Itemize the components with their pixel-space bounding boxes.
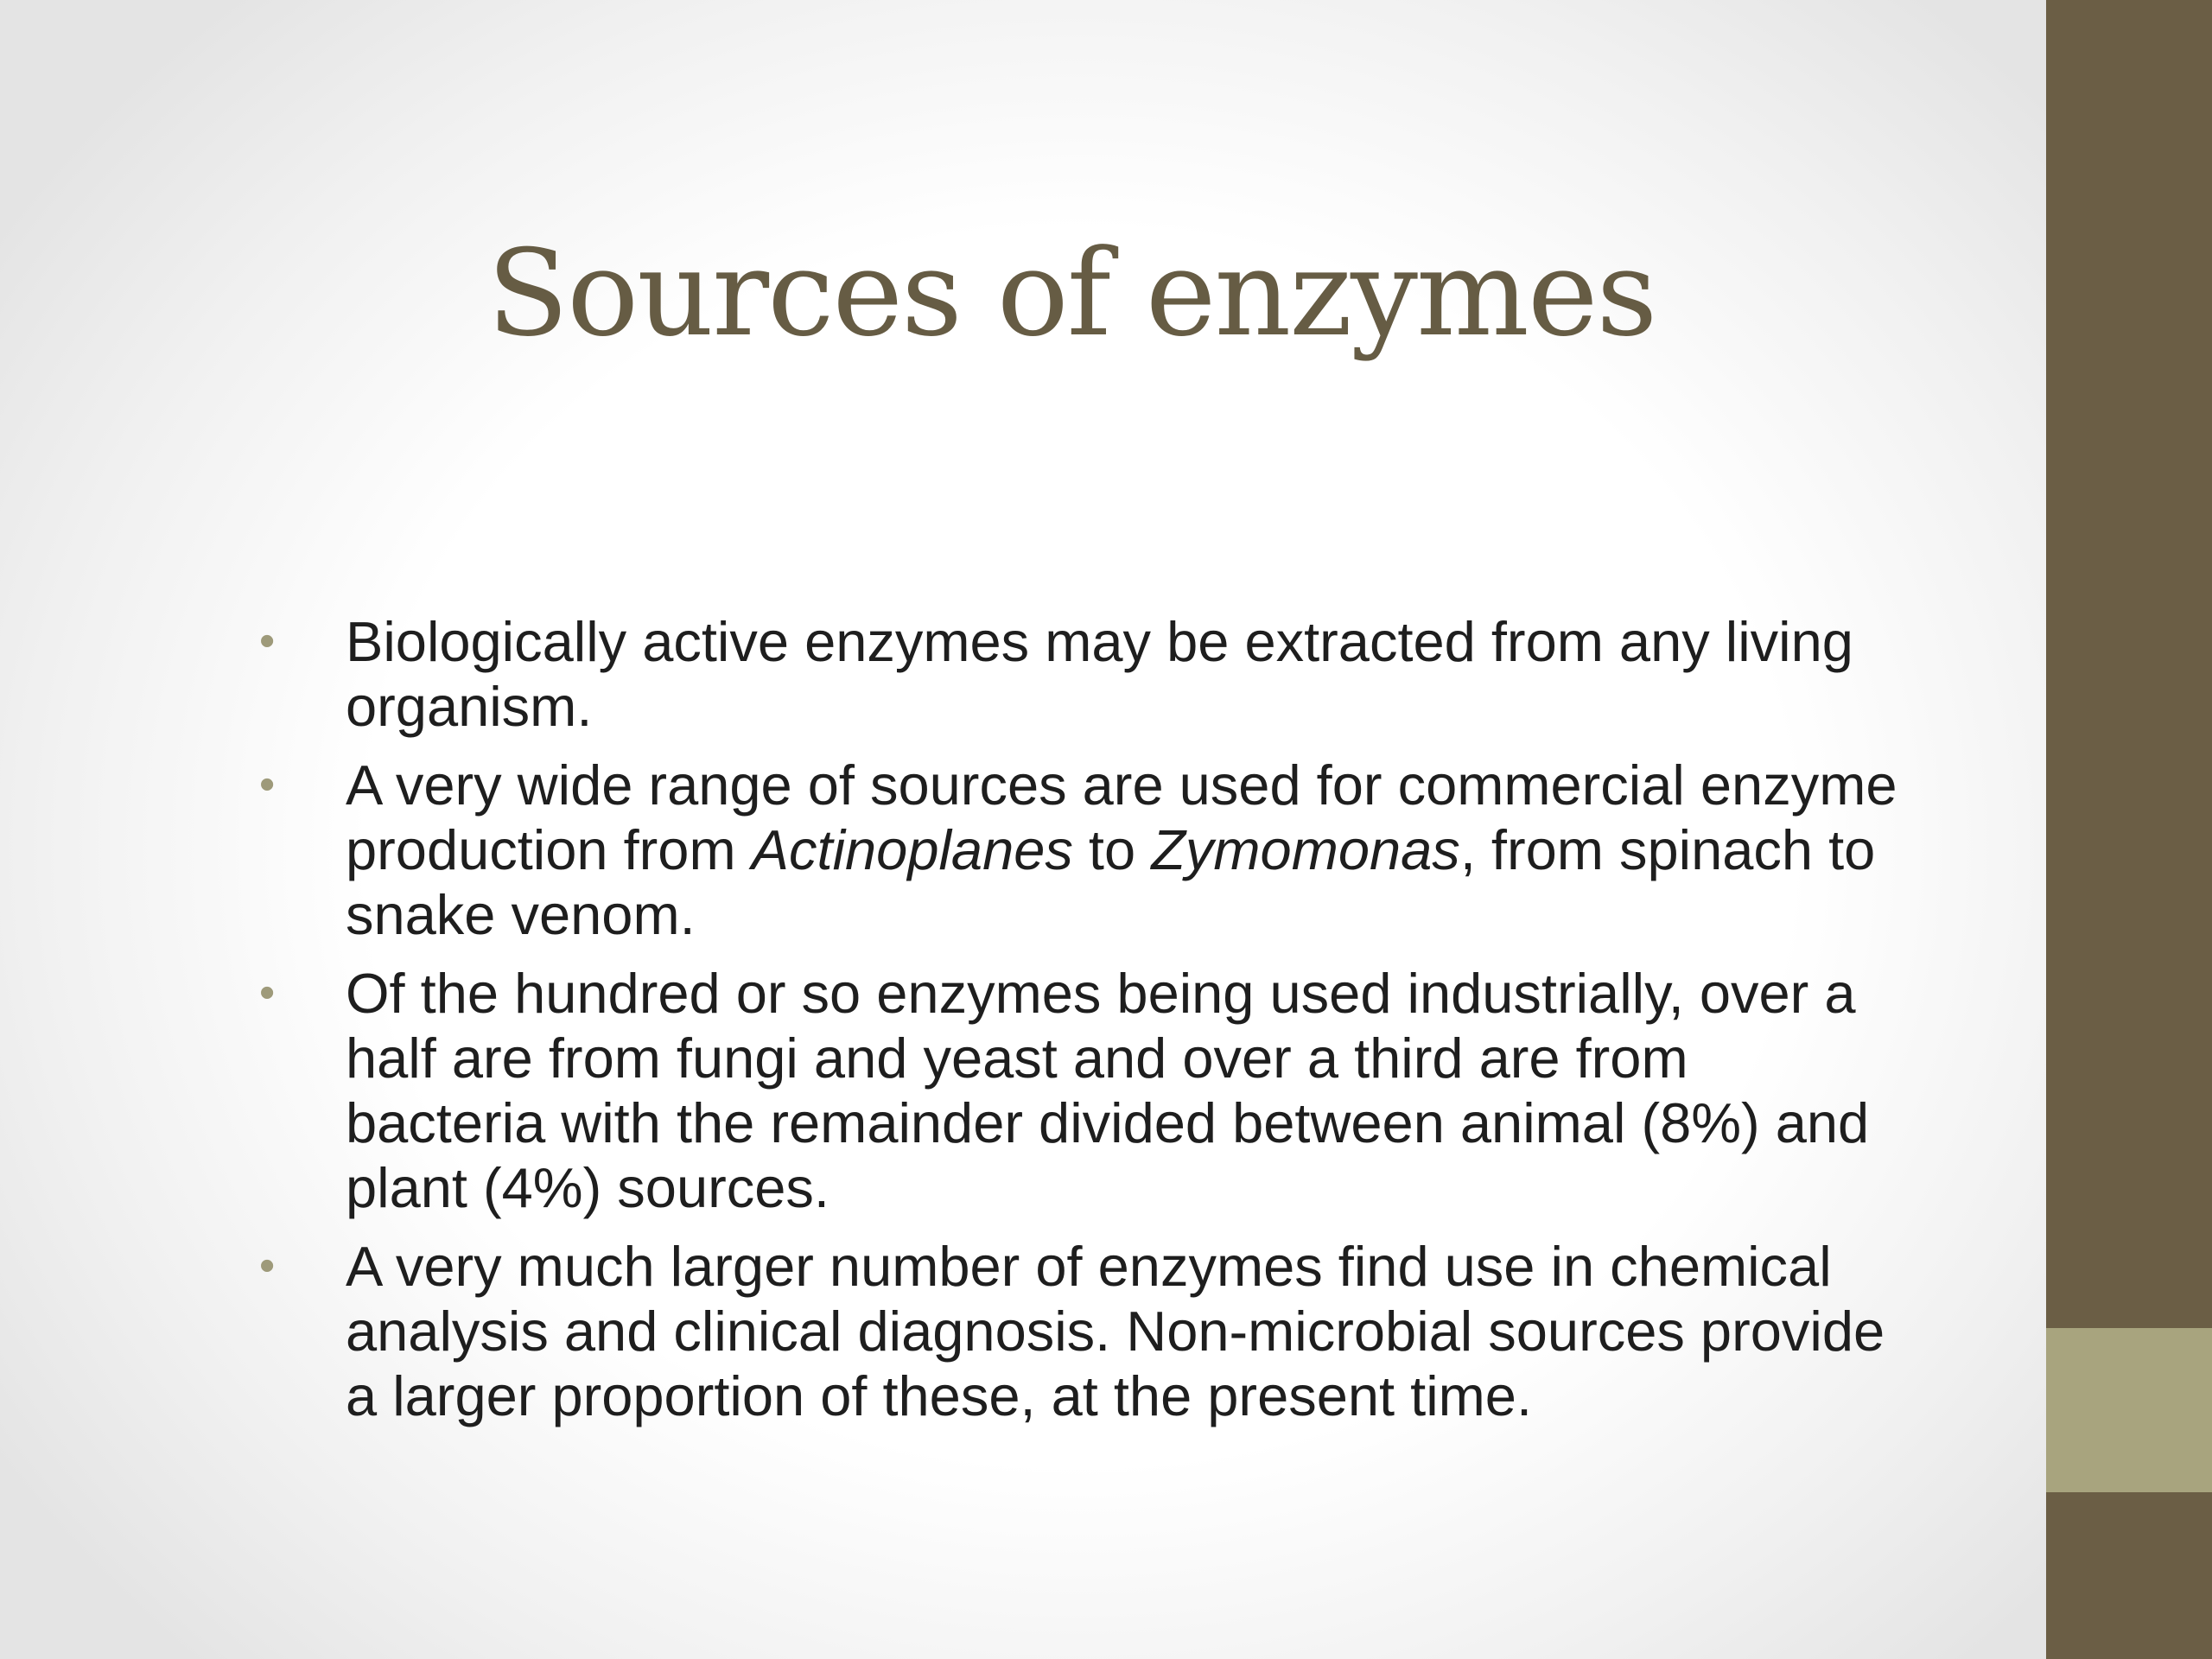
bullet-text [346,753,1897,946]
bullet-item-4 [259,1234,1901,1428]
bullet-text-part: to [1072,818,1152,881]
bullet-text: A very much larger number of enzymes find use in chemical analysis and clinical diagnosis. Non-microbial sources provide a larger proportion of these, at the present time. [346,1235,1885,1427]
bullet-list [259,609,1901,1442]
organism-name-italic: Actinoplanes [751,818,1073,881]
bullet-icon: • [259,616,276,666]
bullet-item-3 [259,961,1901,1220]
bullet-text-part: , from spinach to snake venom. [346,818,1876,946]
side-accent-decoration [2046,1328,2212,1492]
bullet-icon: • [259,968,276,1018]
bullet-item-2 [259,753,1901,947]
slide-title: Sources of enzymes [486,224,1656,363]
bullet-text-part: A very wide range of sources are used for commercial enzyme production from [346,753,1897,881]
bullet-icon: • [259,1241,276,1291]
bullet-item-1 [259,609,1901,739]
bullet-icon: • [259,760,276,810]
bullet-text: Of the hundred or so enzymes being used industrially, over a half are from fungi and yeast and over a third are from bacteria with the remainder divided between animal (8%) and plant (4%) sources. [346,962,1870,1219]
organism-name-italic: Zymomonas [1151,818,1460,881]
bullet-text: Biologically active enzymes may be extracted from any living organism. [346,610,1853,738]
